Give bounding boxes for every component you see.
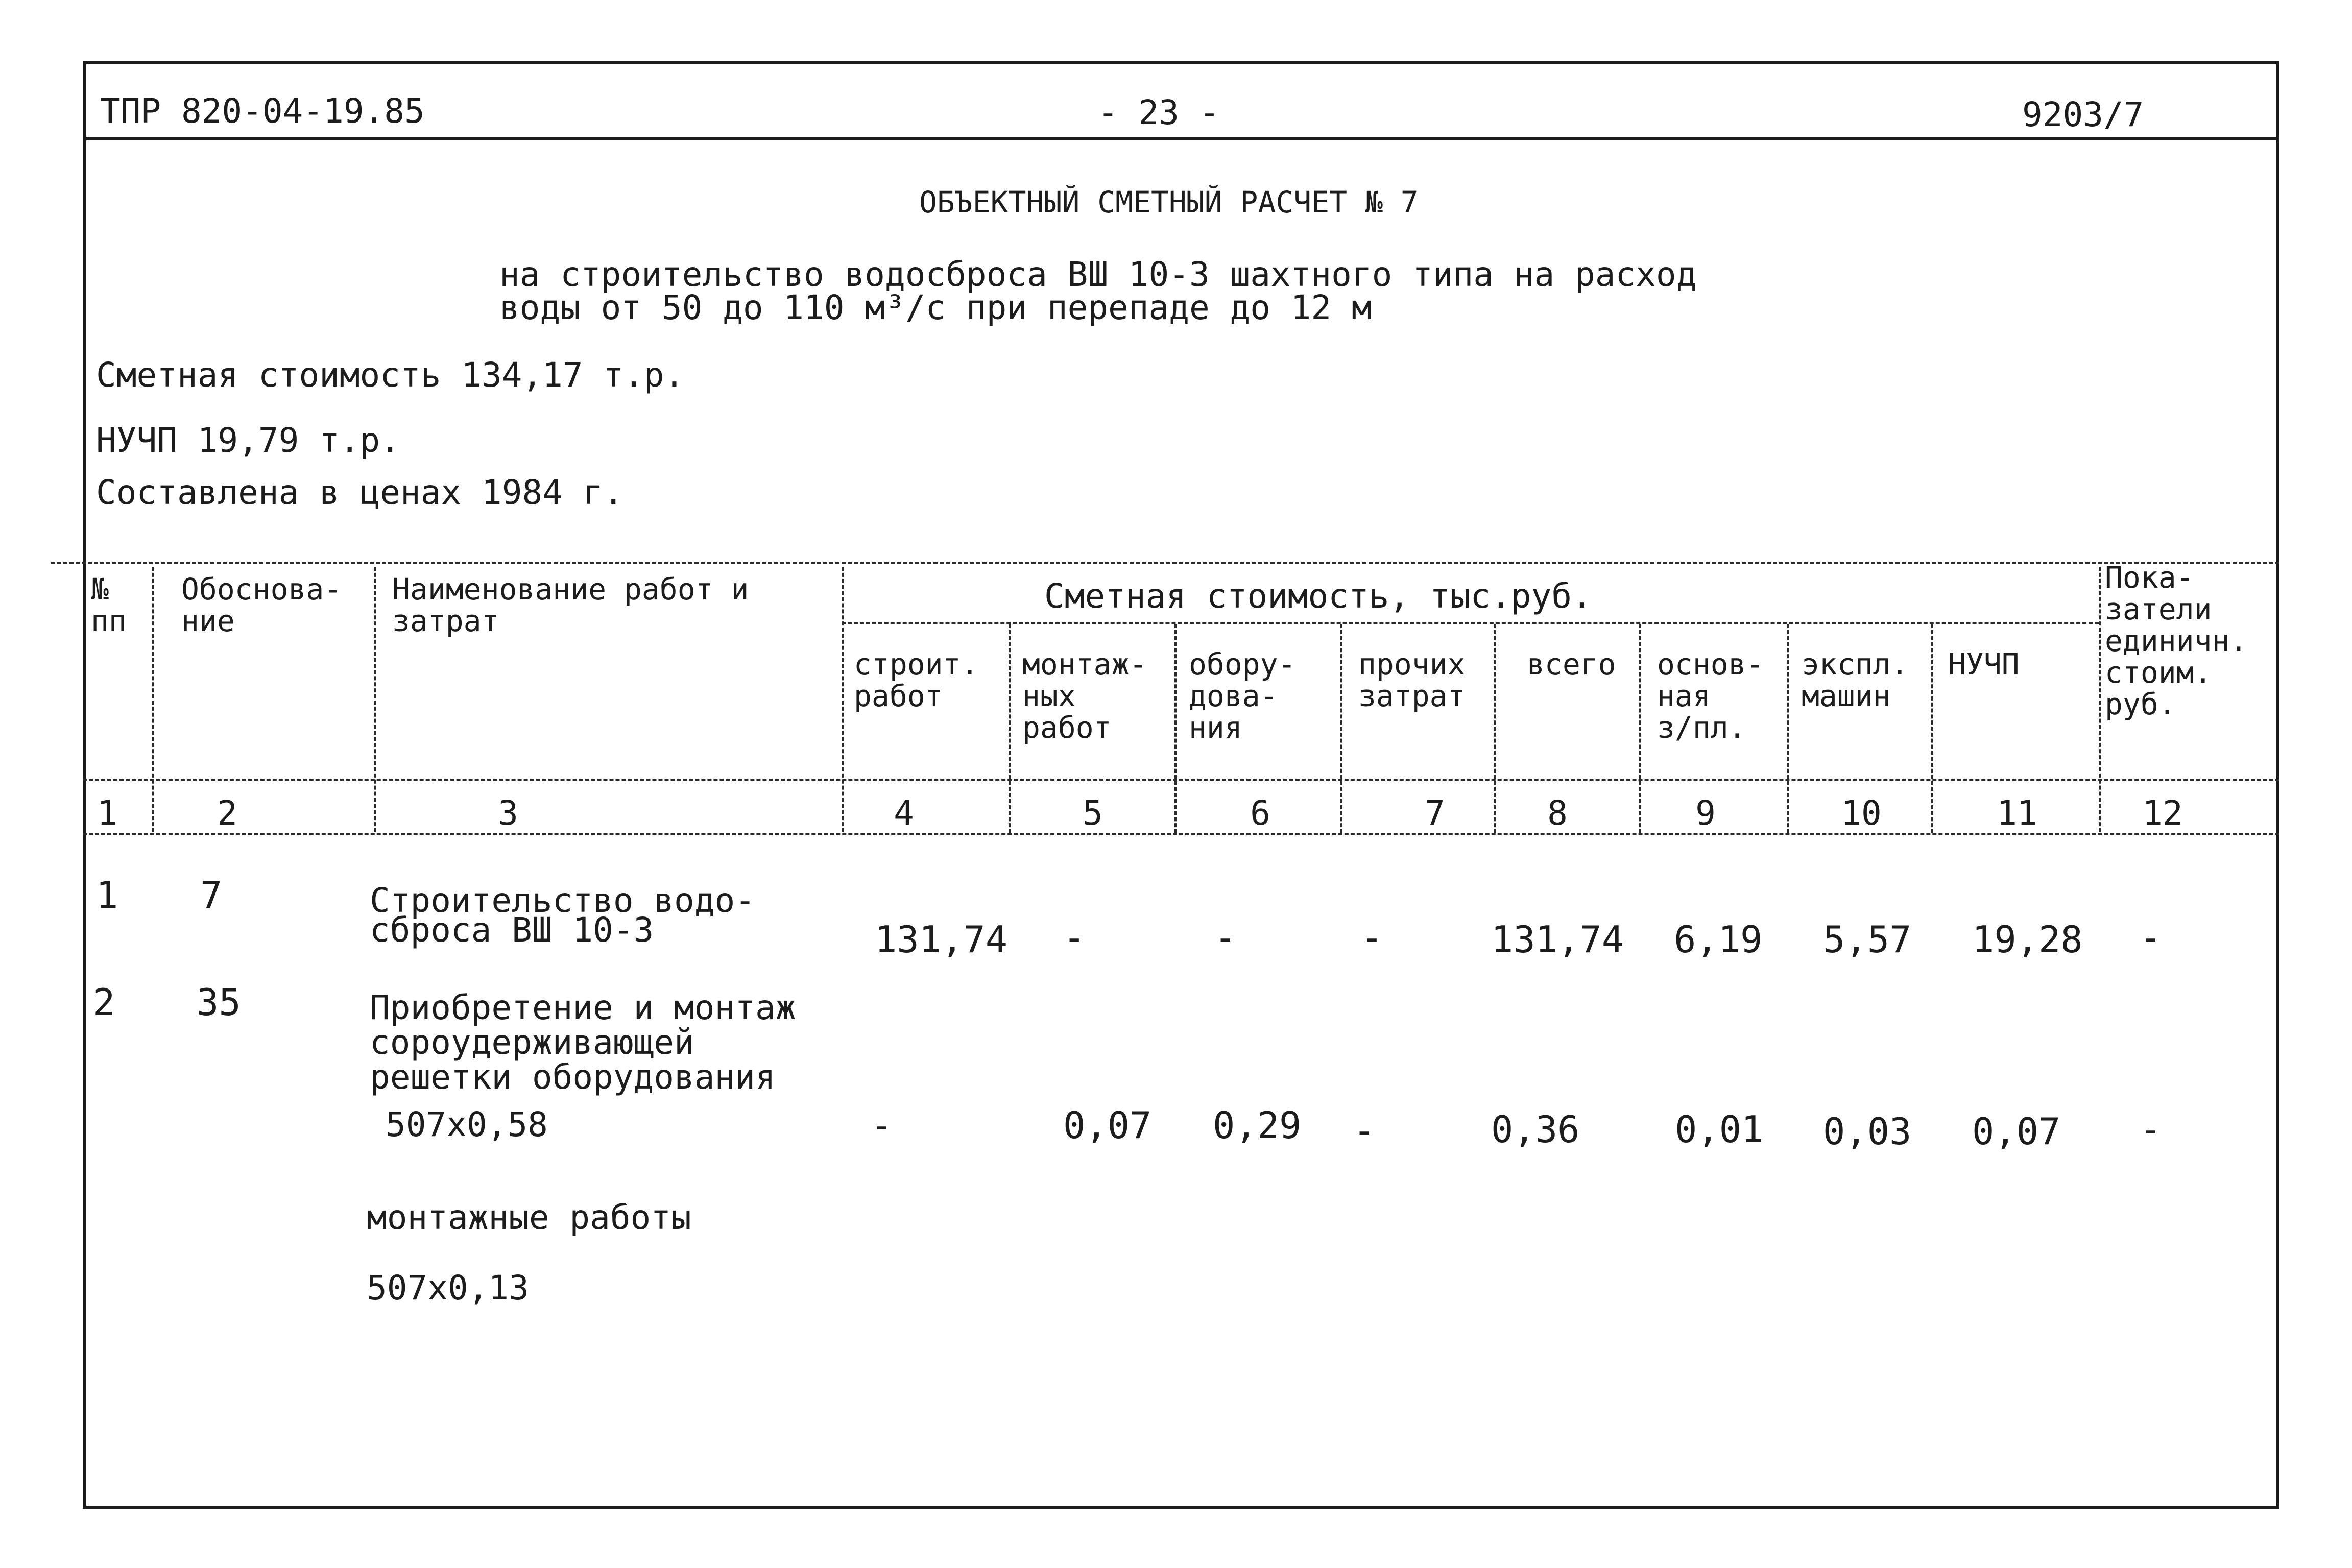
row-2-value: 0,07 bbox=[1972, 1110, 2061, 1153]
column-number-rule bbox=[83, 779, 2279, 781]
row-1-name: Строительство водо- сброса ВШ 10-3 bbox=[370, 881, 755, 950]
column-number: 9 bbox=[1695, 793, 1716, 833]
row-2-value: - bbox=[1353, 1109, 1376, 1152]
column-divider bbox=[374, 567, 376, 832]
row-2-value: 0,36 bbox=[1491, 1108, 1580, 1151]
column-divider bbox=[842, 567, 844, 832]
column-header-2: Обоснова- ние bbox=[181, 572, 342, 638]
row-1-value: - bbox=[1063, 916, 1086, 959]
column-divider bbox=[1009, 624, 1011, 833]
row-2-basis: 35 bbox=[197, 981, 241, 1024]
table-header-bottom-rule bbox=[83, 833, 2279, 835]
row-1-value: - bbox=[1361, 916, 1383, 959]
nuchp-total: НУЧП 19,79 т.р. bbox=[96, 421, 401, 460]
column-header-9: основ- ная з/пл. bbox=[1657, 647, 1764, 745]
cost-group-header: Сметная стоимость, тыс.руб. bbox=[1044, 576, 1592, 616]
row-1-value: 19,28 bbox=[1972, 918, 2083, 961]
column-number: 12 bbox=[2142, 793, 2183, 833]
row-1-value: 131,74 bbox=[1491, 918, 1624, 961]
column-number: 7 bbox=[1425, 793, 1445, 833]
column-number: 8 bbox=[1547, 793, 1568, 833]
column-number: 11 bbox=[1997, 793, 2037, 833]
column-number: 6 bbox=[1250, 793, 1270, 833]
row-2-note-label: монтажные работы bbox=[367, 1198, 691, 1237]
column-divider bbox=[1787, 624, 1789, 833]
column-header-11: НУЧП bbox=[1948, 647, 2020, 682]
column-divider bbox=[2099, 567, 2101, 832]
header-divider bbox=[83, 137, 2279, 140]
document-subtitle-line1: на строительство водосброса ВШ 10-3 шахтного типа на расход bbox=[499, 255, 1697, 294]
column-header-12: Пока- затели единичн. стоим. руб. bbox=[2105, 560, 2248, 721]
document-code: ТПР 820-04-19.85 bbox=[100, 91, 425, 131]
column-divider bbox=[1174, 624, 1177, 833]
row-1-value: 6,19 bbox=[1674, 918, 1763, 961]
row-1-basis: 7 bbox=[200, 874, 223, 916]
table-top-rule bbox=[51, 562, 2279, 564]
column-header-7: прочих затрат bbox=[1358, 647, 1466, 713]
row-1-number: 1 bbox=[96, 874, 118, 916]
column-number: 5 bbox=[1083, 793, 1103, 833]
row-2-value: 0,01 bbox=[1675, 1108, 1764, 1151]
row-2-value: 0,07 bbox=[1063, 1104, 1152, 1147]
document-subtitle-line2: воды от 50 до 110 м³/с при перепаде до 12 м bbox=[499, 288, 1372, 327]
column-divider bbox=[1494, 624, 1496, 833]
column-divider bbox=[1639, 624, 1641, 833]
estimated-cost: Сметная стоимость 134,17 т.р. bbox=[96, 355, 685, 395]
column-header-6: обору- дова- ния bbox=[1189, 647, 1296, 745]
column-header-1: № пп bbox=[91, 572, 127, 638]
row-2-value: 0,29 bbox=[1213, 1104, 1302, 1147]
column-number: 10 bbox=[1841, 793, 1882, 833]
row-1-value: - bbox=[1214, 916, 1237, 959]
column-number: 4 bbox=[894, 793, 914, 833]
column-header-8: всего bbox=[1527, 647, 1616, 682]
column-header-3: Наименование работ и затрат bbox=[392, 572, 749, 638]
row-2-value: - bbox=[871, 1104, 893, 1147]
column-number: 2 bbox=[217, 793, 237, 833]
row-2-calc: 507x0,58 bbox=[386, 1105, 548, 1144]
row-1-value: 5,57 bbox=[1823, 918, 1912, 961]
column-header-4: строит. работ bbox=[854, 647, 979, 713]
row-2-number: 2 bbox=[93, 981, 115, 1024]
column-number: 3 bbox=[498, 793, 518, 833]
row-2-name: Приобретение и монтаж сороудерживающей решетки оборудования bbox=[370, 988, 796, 1097]
page-number: - 23 - bbox=[1098, 93, 1220, 132]
document-heading: ОБЪЕКТНЫЙ СМЕТНЫЙ РАСЧЕТ № 7 bbox=[919, 185, 1419, 220]
group-header-rule bbox=[842, 622, 2099, 624]
column-divider bbox=[1931, 624, 1933, 833]
column-divider bbox=[1340, 624, 1342, 833]
price-basis: Составлена в ценах 1984 г. bbox=[96, 473, 624, 512]
row-2-note-calc: 507x0,13 bbox=[367, 1268, 529, 1308]
row-1-value: 131,74 bbox=[875, 918, 1008, 961]
column-header-5: монтаж- ных работ bbox=[1022, 647, 1147, 745]
row-1-value: - bbox=[2140, 916, 2162, 959]
column-header-10: экспл. машин bbox=[1802, 647, 1909, 713]
column-divider bbox=[152, 567, 154, 832]
column-number: 1 bbox=[97, 793, 117, 833]
row-2-value: - bbox=[2140, 1108, 2162, 1151]
sheet-number: 9203/7 bbox=[2022, 95, 2144, 134]
row-2-value: 0,03 bbox=[1823, 1110, 1912, 1153]
